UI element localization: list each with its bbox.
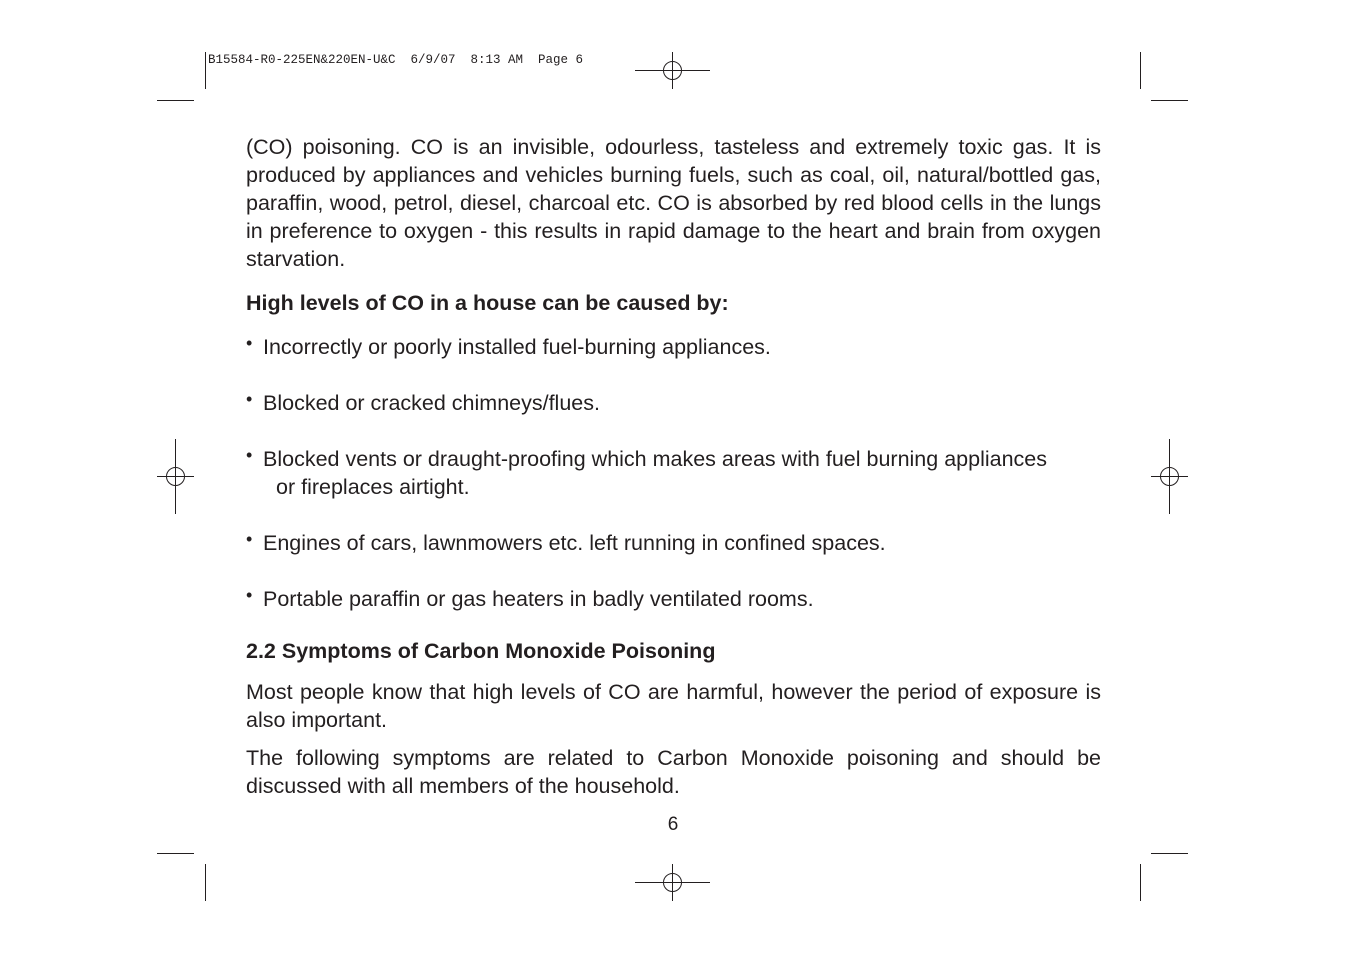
list-item-text: Blocked or cracked chimneys/flues. xyxy=(263,391,600,415)
registration-mark-bottom xyxy=(635,864,710,901)
list-item xyxy=(246,585,1101,613)
registration-mark-top xyxy=(635,52,710,89)
registration-mark-left xyxy=(157,439,194,514)
list-item-text: Blocked vents or draught-proofing which makes areas with fuel burning appliances xyxy=(263,447,1047,471)
bullet-icon: • xyxy=(246,529,253,549)
bullet-icon: • xyxy=(246,445,253,465)
list-item xyxy=(246,389,1101,417)
list-item-text-continuation: or fireplaces airtight. xyxy=(276,475,470,499)
causes-list xyxy=(246,333,1101,613)
causes-heading: High levels of CO in a house can be caused by: xyxy=(246,291,729,315)
print-slug-line: B15584-R0-225EN&220EN-U&C 6/9/07 8:13 AM Page 6 xyxy=(208,53,584,67)
bullet-icon: • xyxy=(246,333,253,353)
list-item xyxy=(246,445,1101,501)
bullet-icon: • xyxy=(246,389,253,409)
manual-page-content xyxy=(246,133,1101,800)
exposure-paragraph: Most people know that high levels of CO are harmful, however the period of exposure is also important. xyxy=(246,680,1101,732)
section-heading: 2.2 Symptoms of Carbon Monoxide Poisoning xyxy=(246,639,716,663)
list-item-text: Portable paraffin or gas heaters in badly ventilated rooms. xyxy=(263,587,814,611)
intro-paragraph: (CO) poisoning. CO is an invisible, odourless, tasteless and extremely toxic gas. It is produced by appliances and vehicles burning fuels, such as coal, oil, natural/bottled gas, paraffin, wood, petrol, diesel, charcoal etc. CO is absorbed by red blood cells in the lungs in preference to oxygen - this results in rapid damage to the heart and brain from oxygen starvation. xyxy=(246,135,1101,271)
page-number: 6 xyxy=(667,814,679,835)
list-item-text: Engines of cars, lawnmowers etc. left running in confined spaces. xyxy=(263,531,886,555)
list-item xyxy=(246,529,1101,557)
symptoms-paragraph: The following symptoms are related to Carbon Monoxide poisoning and should be discussed with all members of the household. xyxy=(246,746,1101,798)
bullet-icon: • xyxy=(246,585,253,605)
list-item-text: Incorrectly or poorly installed fuel-burning appliances. xyxy=(263,335,771,359)
registration-mark-right xyxy=(1151,439,1188,514)
list-item xyxy=(246,333,1101,361)
